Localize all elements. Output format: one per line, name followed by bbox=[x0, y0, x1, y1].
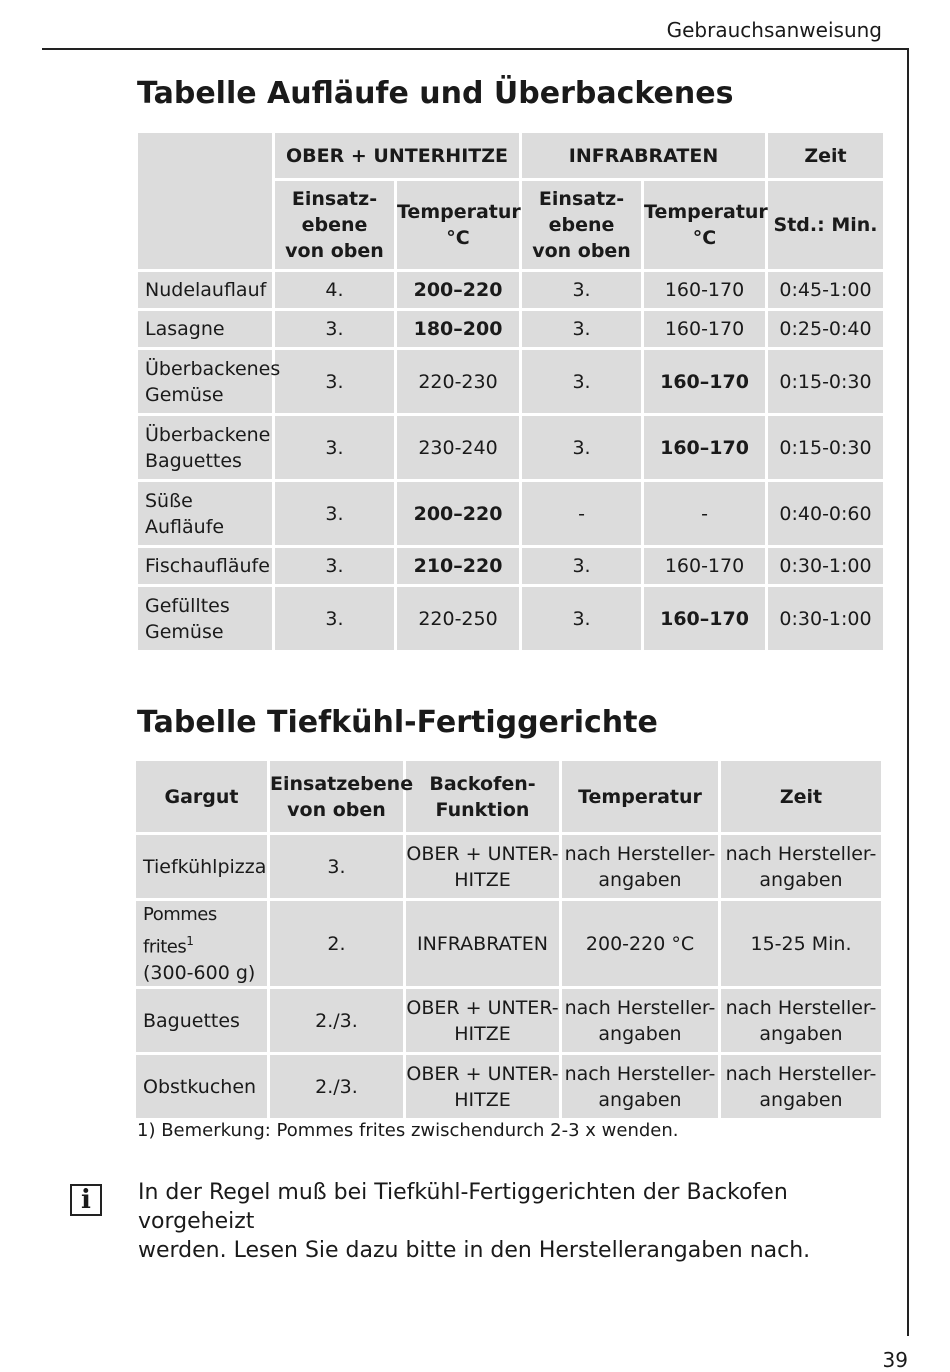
cell-ebene: 3. bbox=[522, 548, 641, 584]
cell-zeit: 0:25-0:40 bbox=[768, 311, 883, 347]
cell-zeit: nach Hersteller- angaben bbox=[721, 1055, 881, 1118]
cell-funktion: INFRABRATEN bbox=[406, 901, 559, 986]
subheader-zeit-unit: Std.: Min. bbox=[768, 181, 883, 269]
cell-ebene: 3. bbox=[522, 416, 641, 479]
cell-ebene: 3. bbox=[270, 835, 403, 898]
cell-ebene: 3. bbox=[522, 587, 641, 650]
table1-corner-cell bbox=[138, 133, 272, 269]
cell-temperatur: 160–170 bbox=[644, 587, 765, 650]
cell-temperatur: nach Hersteller- angaben bbox=[562, 989, 718, 1052]
table2-header-row bbox=[136, 761, 881, 832]
cell-funktion: OBER + UNTER- HITZE bbox=[406, 835, 559, 898]
cell-zeit: 0:30-1:00 bbox=[768, 587, 883, 650]
table-auflaeufe bbox=[135, 130, 886, 653]
header-backofen-funktion: Backofen- Funktion bbox=[406, 761, 559, 832]
cell-temperatur: 180–200 bbox=[397, 311, 519, 347]
cell-ebene: 3. bbox=[522, 272, 641, 308]
cell-funktion: OBER + UNTER- HITZE bbox=[406, 989, 559, 1052]
table-row bbox=[138, 548, 883, 584]
info-line: werden. Lesen Sie dazu bitte in den Herstellerangaben nach. bbox=[138, 1238, 811, 1263]
subheader-einsatzebene: Einsatz- ebene von oben bbox=[275, 181, 394, 269]
page-number: 39 bbox=[882, 1348, 908, 1372]
table-row bbox=[136, 989, 881, 1052]
cell-ebene: 3. bbox=[275, 587, 394, 650]
cell-temperatur: 200–220 bbox=[397, 482, 519, 545]
header-ober-unterhitze: OBER + UNTERHITZE bbox=[275, 133, 519, 178]
subheader-einsatzebene: Einsatz- ebene von oben bbox=[522, 181, 641, 269]
cell-temperatur: nach Hersteller- angaben bbox=[562, 1055, 718, 1118]
header-rule bbox=[42, 48, 908, 50]
dish-name: Fischaufläufe bbox=[138, 548, 272, 584]
dish-name: Überbackenes Gemüse bbox=[138, 350, 272, 413]
dish-name: Obstkuchen bbox=[136, 1055, 267, 1118]
header-zeit: Zeit bbox=[768, 133, 883, 178]
info-icon: i bbox=[70, 1184, 102, 1216]
cell-ebene: 3. bbox=[275, 548, 394, 584]
cell-ebene: 2./3. bbox=[270, 989, 403, 1052]
dish-name: Nudelauflauf bbox=[138, 272, 272, 308]
dish-name: Gefülltes Gemüse bbox=[138, 587, 272, 650]
dish-name: Baguettes bbox=[136, 989, 267, 1052]
cell-zeit: nach Hersteller- angaben bbox=[721, 989, 881, 1052]
cell-temperatur: 160-170 bbox=[644, 272, 765, 308]
cell-temperatur: 210–220 bbox=[397, 548, 519, 584]
cell-temperatur: 200-220 °C bbox=[562, 901, 718, 986]
cell-ebene: 3. bbox=[275, 416, 394, 479]
cell-temperatur: 220-250 bbox=[397, 587, 519, 650]
cell-zeit: nach Hersteller- angaben bbox=[721, 835, 881, 898]
cell-ebene: 2./3. bbox=[270, 1055, 403, 1118]
cell-ebene: 4. bbox=[275, 272, 394, 308]
cell-zeit: 0:15-0:30 bbox=[768, 350, 883, 413]
header-zeit: Zeit bbox=[721, 761, 881, 832]
table1-group-header-row bbox=[138, 133, 883, 178]
cell-funktion: OBER + UNTER- HITZE bbox=[406, 1055, 559, 1118]
cell-ebene: 3. bbox=[275, 482, 394, 545]
cell-zeit: 0:40-0:60 bbox=[768, 482, 883, 545]
cell-temperatur: 160-170 bbox=[644, 311, 765, 347]
header-infrabraten: INFRABRATEN bbox=[522, 133, 765, 178]
cell-temperatur: nach Hersteller- angaben bbox=[562, 835, 718, 898]
cell-ebene: 2. bbox=[270, 901, 403, 986]
dish-name: Lasagne bbox=[138, 311, 272, 347]
subheader-temperatur: Temperatur °C bbox=[397, 181, 519, 269]
dish-name: Pommes frites$^1$ (300-600 g) bbox=[136, 901, 267, 986]
running-header: Gebrauchsanweisung bbox=[666, 18, 882, 42]
dish-name: Süße Aufläufe bbox=[138, 482, 272, 545]
table-row bbox=[136, 1055, 881, 1118]
table-row bbox=[136, 901, 881, 986]
info-line: In der Regel muß bei Tiefkühl-Fertiggerichten der Backofen vorgeheizt bbox=[138, 1180, 788, 1234]
table-row bbox=[138, 482, 883, 545]
cell-temperatur: 160–170 bbox=[644, 416, 765, 479]
cell-temperatur: 230-240 bbox=[397, 416, 519, 479]
info-note bbox=[138, 1178, 888, 1265]
subheader-temperatur: Temperatur °C bbox=[644, 181, 765, 269]
header-temperatur: Temperatur bbox=[562, 761, 718, 832]
table1-title: Tabelle Aufläufe und Überbackenes bbox=[137, 76, 734, 111]
cell-zeit: 15-25 Min. bbox=[721, 901, 881, 986]
table-tiefkuehl bbox=[133, 758, 884, 1121]
cell-zeit: 0:15-0:30 bbox=[768, 416, 883, 479]
cell-ebene: 3. bbox=[522, 350, 641, 413]
cell-zeit: 0:45-1:00 bbox=[768, 272, 883, 308]
footnote: 1) Bemerkung: Pommes frites zwischendurch 2-3 x wenden. bbox=[137, 1120, 679, 1141]
table-row bbox=[138, 272, 883, 308]
dish-name: Überbackene Baguettes bbox=[138, 416, 272, 479]
header-gargut: Gargut bbox=[136, 761, 267, 832]
cell-ebene: 3. bbox=[275, 311, 394, 347]
cell-ebene: - bbox=[522, 482, 641, 545]
side-rule bbox=[907, 48, 909, 1336]
header-einsatzebene: Einsatzebene von oben bbox=[270, 761, 403, 832]
table-row bbox=[138, 311, 883, 347]
dish-name: Tiefkühlpizza bbox=[136, 835, 267, 898]
cell-zeit: 0:30-1:00 bbox=[768, 548, 883, 584]
table-row bbox=[136, 835, 881, 898]
cell-temperatur: 160-170 bbox=[644, 548, 765, 584]
table-row bbox=[138, 587, 883, 650]
cell-ebene: 3. bbox=[522, 311, 641, 347]
cell-temperatur: - bbox=[644, 482, 765, 545]
table2-title: Tabelle Tiefkühl-Fertiggerichte bbox=[137, 705, 658, 740]
cell-temperatur: 200–220 bbox=[397, 272, 519, 308]
cell-ebene: 3. bbox=[275, 350, 394, 413]
cell-temperatur: 220-230 bbox=[397, 350, 519, 413]
table-row bbox=[138, 350, 883, 413]
table-row bbox=[138, 416, 883, 479]
cell-temperatur: 160–170 bbox=[644, 350, 765, 413]
footnote-marker: 1 bbox=[186, 934, 194, 948]
